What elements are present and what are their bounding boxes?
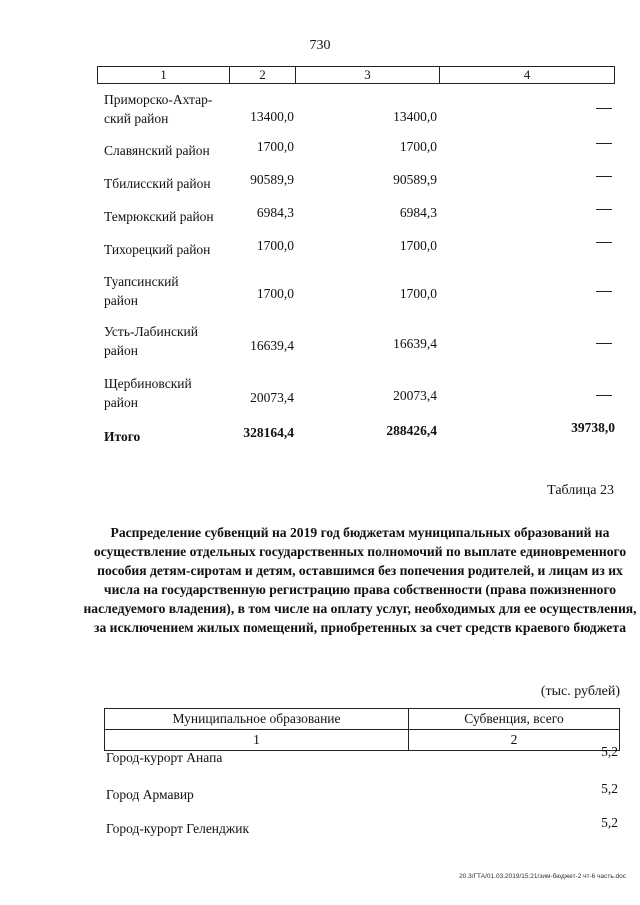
value-col2: 1700,0 <box>256 139 294 154</box>
district-name: Тбилисский район <box>104 176 211 191</box>
table1-header <box>97 66 615 84</box>
empty-dash <box>596 143 612 144</box>
table2-header-num2: 2 <box>408 730 619 750</box>
table1-header-col4: 4 <box>439 67 614 83</box>
district-name: Туапсинский район <box>104 274 179 308</box>
district-name: Щербиновский район <box>104 376 192 410</box>
value-col3: 16639,4 <box>393 336 437 351</box>
value-col2: 6984,3 <box>256 205 294 220</box>
table1-header-col3: 3 <box>295 67 439 83</box>
district-name: Тихорецкий район <box>104 242 211 257</box>
value-col2: 16639,4 <box>250 338 294 353</box>
value-col3: 13400,0 <box>393 109 437 124</box>
empty-dash <box>596 291 612 292</box>
value-col3: 90589,9 <box>393 172 437 187</box>
municipality-name: Город-курорт Анапа <box>106 750 223 765</box>
value-col2: 13400,0 <box>250 109 294 124</box>
total-col3: 288426,4 <box>386 423 437 438</box>
total-col2: 328164,4 <box>243 425 294 440</box>
district-name: Усть-Лабинский район <box>104 324 198 358</box>
total-col4: 39738,0 <box>571 420 615 435</box>
value-col3: 1700,0 <box>399 139 437 154</box>
page-number: 730 <box>309 38 331 53</box>
empty-dash <box>596 343 612 344</box>
empty-dash <box>596 395 612 396</box>
value-col2: 1700,0 <box>256 286 294 301</box>
municipality-name: Город-курорт Геленджик <box>106 821 250 836</box>
value-col3: 1700,0 <box>399 286 437 301</box>
table1-header-col2: 2 <box>229 67 295 83</box>
value-col2: 90589,9 <box>250 172 294 187</box>
table2-header-subvention: Субвенция, всего <box>408 709 619 729</box>
empty-dash <box>596 176 612 177</box>
district-name: Темрюкский район <box>104 209 214 224</box>
table2-header-municipality: Муниципальное образование <box>172 711 341 726</box>
total-label: Итого <box>104 429 141 444</box>
table-label: Таблица 23 <box>547 483 614 498</box>
value-col3: 1700,0 <box>399 238 437 253</box>
empty-dash <box>596 242 612 243</box>
value-col2: 20073,4 <box>250 390 294 405</box>
footer-path: 20.3/ГТА/01.03.2019/15:21/зим-бюджет-2 чт-6 часть.doc <box>459 873 626 880</box>
district-name: Приморско-Ахтар-ский район <box>104 92 213 126</box>
subvention-value: 5,2 <box>601 781 618 796</box>
unit-label: (тыс. рублей) <box>540 684 620 699</box>
empty-dash <box>596 209 612 210</box>
subvention-value: 5,2 <box>601 744 618 759</box>
value-col2: 1700,0 <box>256 238 294 253</box>
municipality-name: Город Армавир <box>106 787 194 802</box>
table-title: Распределение субвенций на 2019 год бюджетам муниципальных образований на осуществление отдельных государственных полномочий по выплате единовременного пособия детям-сиротам и детям, оставшимся без попечения родителей, и лицам из их числа на государственную регистрацию права собственности (права пожизненного наследуемого владения), в том числе на оплату услуг, необходимых для ее осуществления, за исключением жилых помещений, приобретенных за счет средств краевого бюджета <box>83 525 637 635</box>
empty-dash <box>596 108 612 109</box>
table2-header-num1: 1 <box>253 732 260 747</box>
value-col3: 20073,4 <box>393 388 437 403</box>
value-col3: 6984,3 <box>399 205 437 220</box>
district-name: Славянский район <box>104 143 210 158</box>
subvention-value: 5,2 <box>601 815 618 830</box>
table2-header <box>104 708 620 751</box>
table1-header-col1: 1 <box>160 67 167 82</box>
